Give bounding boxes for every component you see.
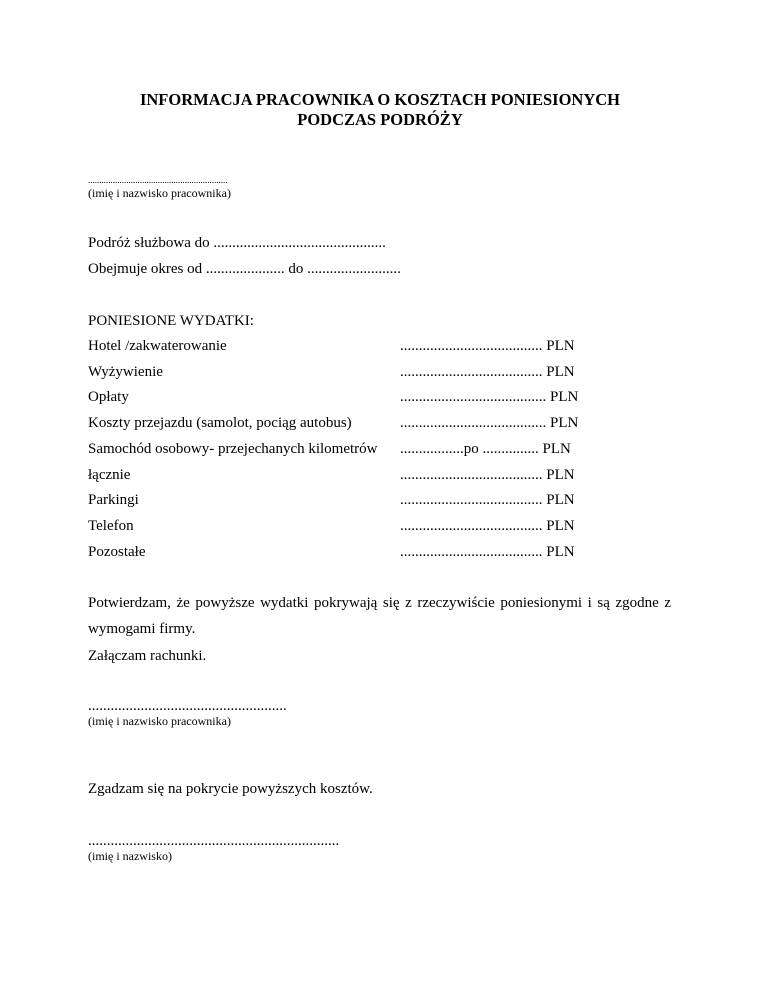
trip-destination-line: Podróż służbowa do .............................................. bbox=[88, 235, 386, 251]
expense-label-parking: Parkingi bbox=[88, 492, 139, 508]
expense-value-car: .................po ............... PLN bbox=[400, 441, 571, 457]
employee-signature-dotted-line: ..................................................... bbox=[88, 698, 287, 714]
expenses-heading: PONIESIONE WYDATKI: bbox=[88, 313, 254, 329]
expense-label-fees: Opłaty bbox=[88, 389, 129, 405]
approver-signature-dotted-line: ................................................................... bbox=[88, 833, 340, 849]
expense-label-meals: Wyżywienie bbox=[88, 364, 163, 380]
approver-signature-caption: (imię i nazwisko) bbox=[88, 849, 172, 863]
attachments-line: Załączam rachunki. bbox=[88, 648, 207, 664]
expense-label-car: Samochód osobowy- przejechanych kilometrów bbox=[88, 441, 378, 457]
expense-value-other: ...................................... PLN bbox=[400, 544, 575, 560]
expense-label-other: Pozostałe bbox=[88, 544, 146, 560]
document-title-line-1: INFORMACJA PRACOWNIKA O KOSZTACH PONIESIONYCH bbox=[139, 90, 621, 109]
document-title-line-2: PODCZAS PODRÓŻY bbox=[297, 110, 463, 129]
expense-label-hotel: Hotel /zakwaterowanie bbox=[88, 338, 227, 354]
employee-signature-caption: (imię i nazwisko pracownika) bbox=[88, 714, 231, 728]
confirmation-paragraph: Potwierdzam, że powyższe wydatki pokrywają się z rzeczywiście poniesionymi i są zgodne z wymogami firmy. bbox=[88, 595, 671, 637]
expense-value-parking: ...................................... PLN bbox=[400, 492, 575, 508]
expense-value-meals: ...................................... PLN bbox=[400, 364, 575, 380]
expense-value-travel: ....................................... PLN bbox=[400, 415, 579, 431]
expense-value-fees: ....................................... PLN bbox=[400, 389, 579, 405]
employee-name-caption: (imię i nazwisko pracownika) bbox=[88, 186, 231, 200]
expense-label-travel: Koszty przejazdu (samolot, pociąg autobus) bbox=[88, 415, 352, 431]
expense-label-total: łącznie bbox=[88, 467, 131, 483]
expense-value-hotel: ...................................... PLN bbox=[400, 338, 575, 354]
expense-value-phone: ...................................... PLN bbox=[400, 518, 575, 534]
expense-label-phone: Telefon bbox=[88, 518, 134, 534]
approval-line: Zgadzam się na pokrycie powyższych kosztów. bbox=[88, 781, 373, 797]
employee-name-dotted-line: .............................................................. bbox=[88, 175, 228, 185]
expense-value-total: ...................................... PLN bbox=[400, 467, 575, 483]
trip-period-line: Obejmuje okres od ..................... do ......................... bbox=[88, 261, 401, 277]
